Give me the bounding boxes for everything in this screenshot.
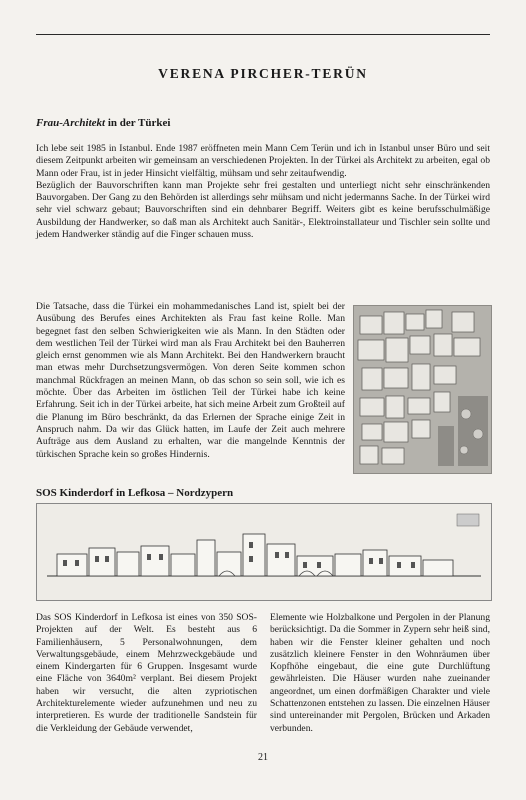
page-author-title: VERENA PIRCHER-TERÜN	[158, 66, 368, 81]
elevation-drawing-image	[36, 503, 492, 601]
paragraph-1: Ich lebe seit 1985 in Istanbul. Ende 1987 eröffneten mein Mann Cem Terün und ich in Istanbul unser Büro und seit diesem Zeitpunkt arbeiten wir gemeinsam an verschiedenen Projekten. In der Türkei als Architekt zu arbeiten, egal ob Mann oder Frau, ist in jeder Hinsicht vielfältig, mühsam und sehr zeitaufwendig.	[36, 143, 490, 179]
page-number: 21	[258, 752, 268, 763]
column-right	[270, 612, 490, 735]
column-right-text: Elemente wie Holzbalkone und Pergolen in der Planung berücksichtigt. Da die Sommer in Zypern sehr heiß sind, haben wir die Fenster kleiner gehalten und noch zusätzlich kleinere Fenster in den Wohnräumen über Kopfhöhe eingebaut, die eine gute Durchlüftung gewährleisten. Die Häuser wurden nahe zueinander angeordnet, um einen dorfmäßigen Charakter und viele Schattenzonen entstehen zu lassen. Die einzelnen Häuser sind untereinander mit Pergolen, Brücken und Arkaden verbunden.	[270, 612, 490, 734]
heading-emphasis: Frau-Architekt	[36, 117, 106, 129]
paragraph-2: Bezüglich der Bauvorschriften kann man Projekte sehr frei gestalten und unterliegt nicht sehr einschränkenden Bauvorgaben. Der Gang zu den Behörden ist allerdings sehr mühsam und nicht jedermanns Sache. In der Türkei wird sehr viel schwarz gebaut; Bauvorschriften sind ein dehnbarer Begriff. Weiters gibt es keine berufsschulmäßige Ausbildung der Handwerker, so daß man als Architekt auch Sanitär-, Elektroinstallateur und Tischler sein sollte und jedem Handwerker ständig auf die Finger schauen muss.	[36, 179, 490, 241]
paragraph-3-block	[36, 301, 345, 461]
section-heading-frau-architekt	[36, 117, 170, 129]
elevation-drawing	[37, 504, 491, 600]
site-plan-image	[353, 305, 492, 474]
heading-rest: in der Türkei	[105, 117, 171, 129]
intro-text-block	[36, 143, 490, 241]
site-plan-drawing	[354, 306, 491, 473]
section-heading-sos-kinderdorf: SOS Kinderdorf in Lefkosa – Nordzypern	[36, 487, 234, 499]
top-rule	[36, 34, 490, 35]
column-left-text: Das SOS Kinderdorf in Lefkosa ist eines von 350 SOS-Projekten auf der Welt. Es besteht aus 6 Familienhäusern, 5 Personalwohnungen, dem Verwaltungsgebäude, einem Mehrzweckgebäude und einem Kindergarten für 6 Gruppen. Insgesamt wurde eine Fläche von 3640m² verplant. Bei diesem Projekt haben wir versucht, die alten zypriotischen Architekturelemente wieder aufzunehmen und neu zu interpretieren. Es wurde der traditionelle Sandstein für die Verkleidung der Gebäude verwendet,	[36, 612, 257, 734]
column-left	[36, 612, 257, 735]
paragraph-3: Die Tatsache, dass die Türkei ein mohammedanisches Land ist, spielt bei der Ausübung des Berufes eines Architekten als Frau fast keine Rolle. Man begegnet fast den selben Schwierigkeiten wie als Mann. In den Städten oder dem westlichen Teil der Türkei wird man als Frau Architekt bei den Bauherren gleich ernst genommen wie als Mann Architekt. Bei den Handwerkern braucht man etwas mehr Durchsetzungsvermögen. Von deren Seite kommen schon manchmal Rückfragen an meinen Mann, ob das schon so sein soll, wie ich es möchte. Über das Arbeiten im östlichen Teil der Türkei habe ich keine Erfahrung. Seit ich in der Türkei arbeite, hat sich meine Arbeit zum Großteil auf die Planung im Büro beschränkt, da das Erlernen der Sprache einige Zeit in Anspruch nahm. Da wir das Glück hatten, im Laufe der Zeit auch mehrere Aufträge aus dem Ausland zu erhalten, war die mangelnde Kenntnis der türkischen Sprache kein so großes Hindernis.	[36, 301, 345, 460]
